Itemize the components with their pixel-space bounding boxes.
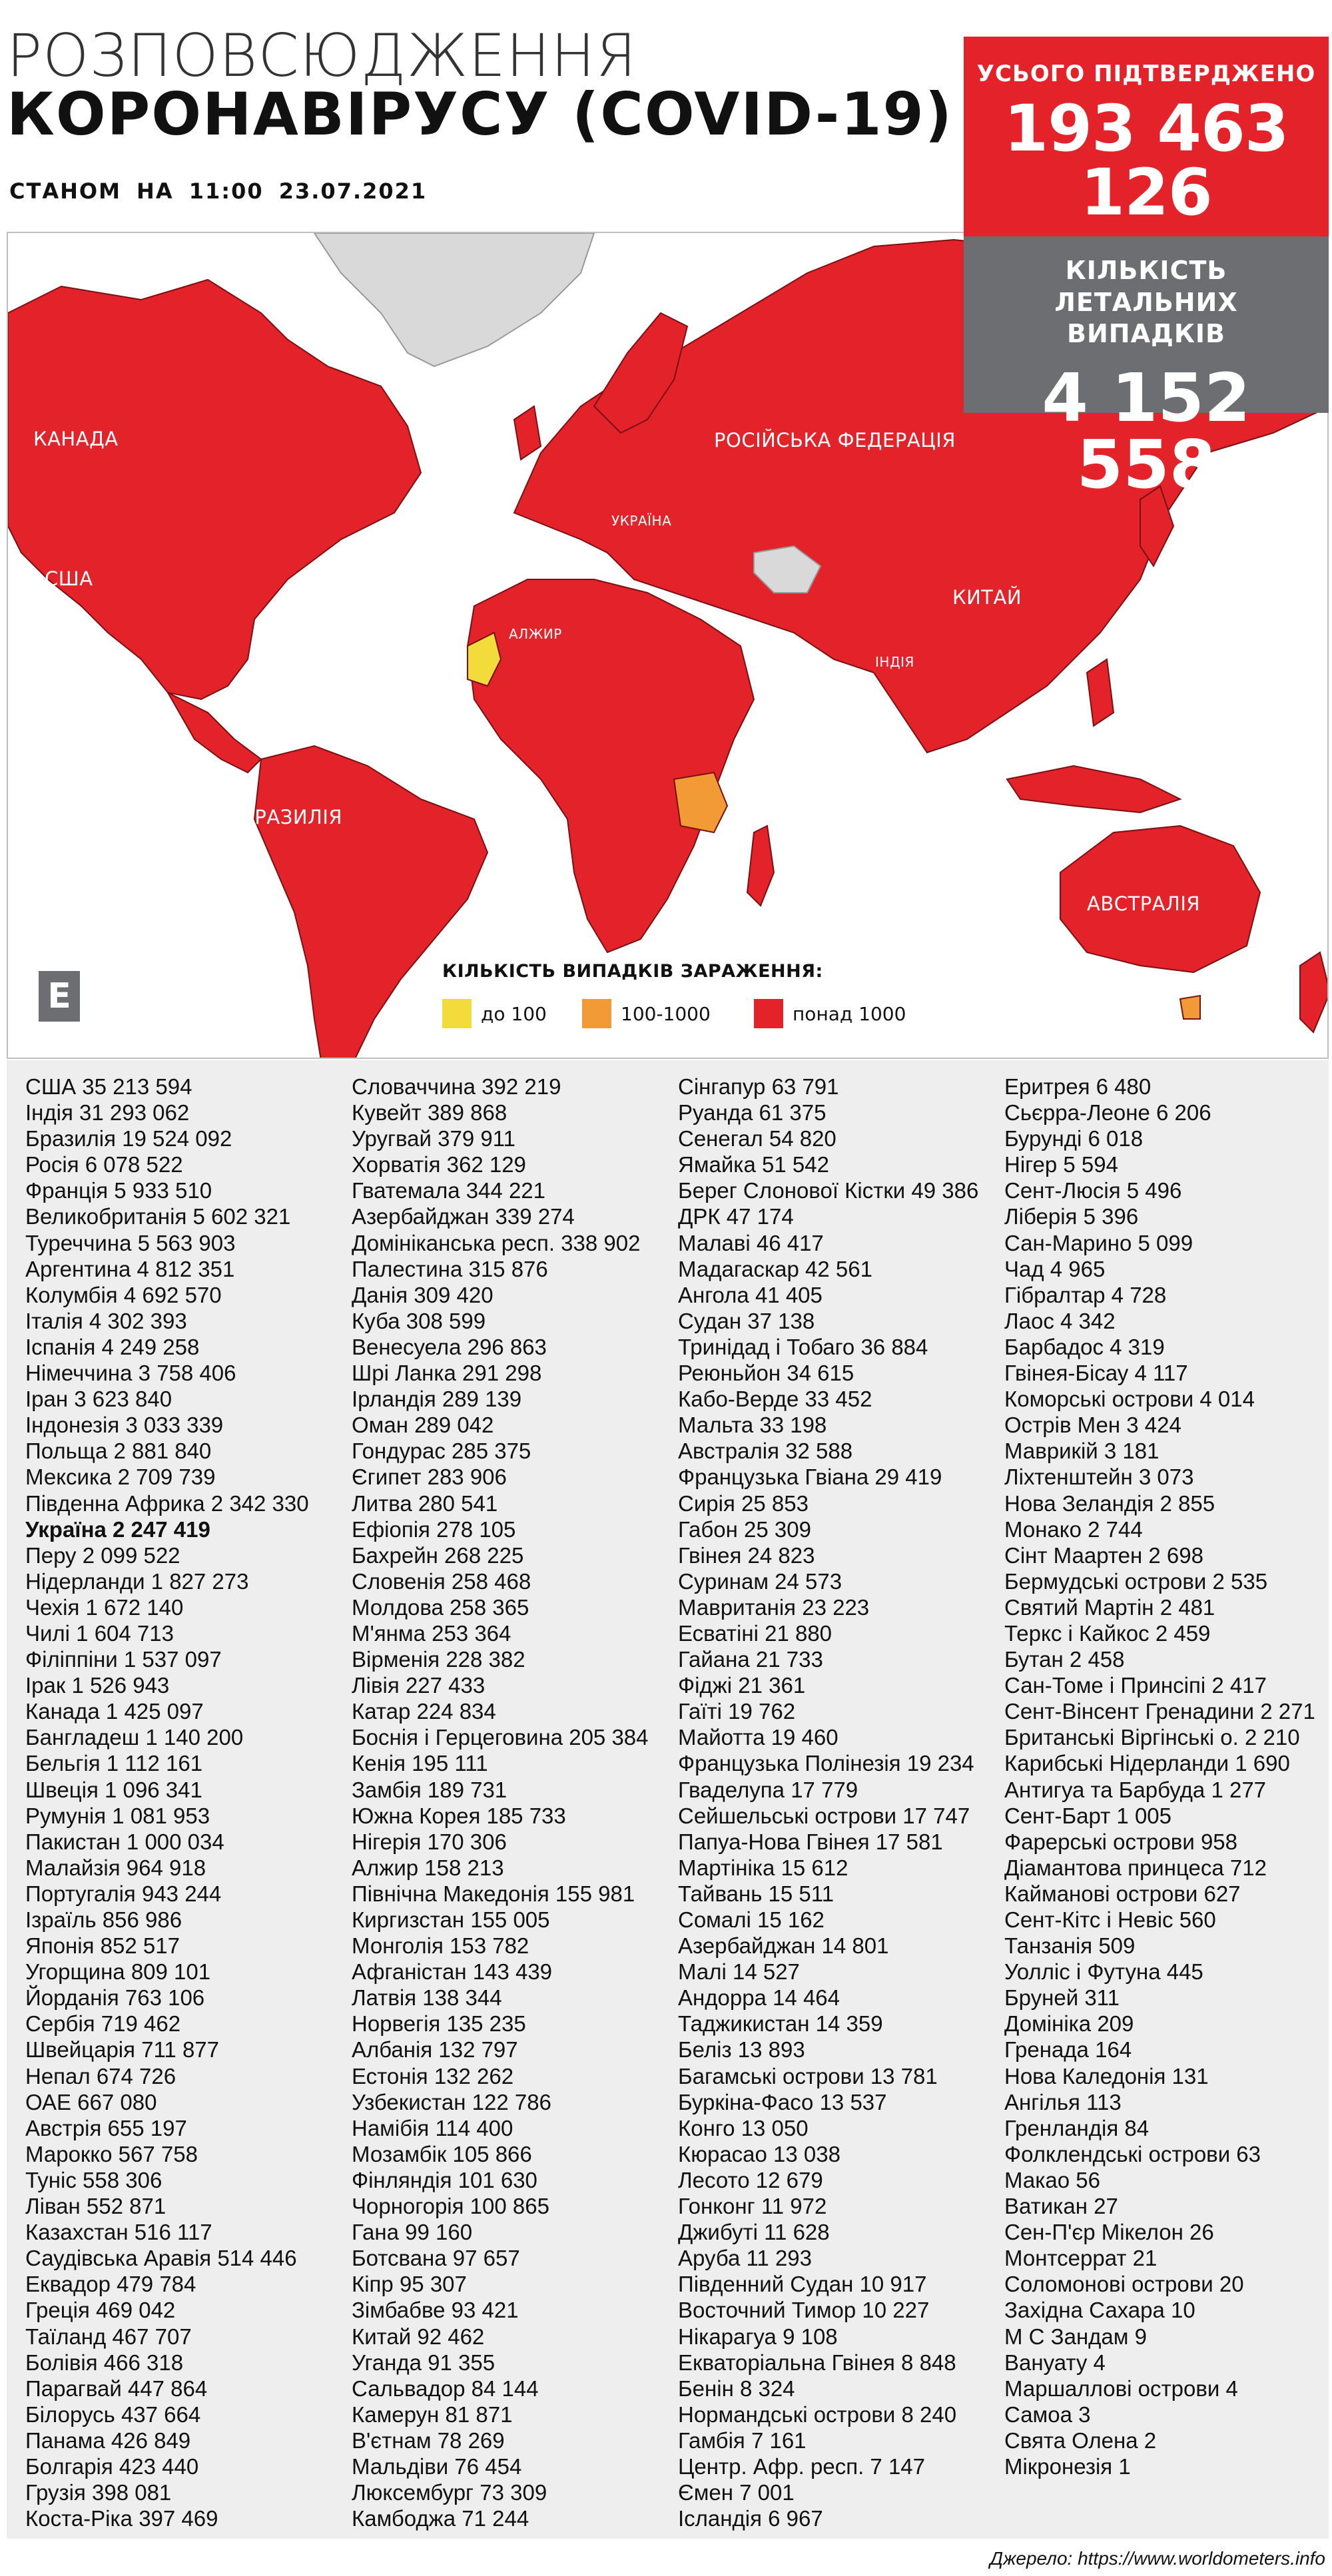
country-row: Норвегія 135 235 <box>352 2011 526 2037</box>
country-row: Люксембург 73 309 <box>352 2480 547 2505</box>
country-row: Угорщина 809 101 <box>25 1959 211 1985</box>
country-row: Сент-Люсія 5 496 <box>1004 1178 1182 1203</box>
country-row: Малаві 46 417 <box>678 1230 824 1255</box>
country-row: Румунія 1 081 953 <box>25 1803 210 1828</box>
country-row: Кюрасао 13 038 <box>678 2141 840 2166</box>
greenland-shape <box>314 233 594 366</box>
country-row: Еритрея 6 480 <box>1004 1074 1152 1099</box>
country-row: Малайзія 964 918 <box>25 1855 206 1880</box>
country-row: Індія 31 293 062 <box>25 1100 190 1126</box>
country-row: Гаїті 19 762 <box>678 1699 796 1724</box>
country-row: Вануату 4 <box>1004 2350 1106 2375</box>
country-row: Сінт Маартен 2 698 <box>1004 1542 1203 1568</box>
label-india: ІНДІЯ <box>875 654 914 670</box>
country-row: Іспанія 4 249 258 <box>25 1334 200 1359</box>
country-row: Швеція 1 096 341 <box>25 1777 202 1802</box>
country-row: Венесуела 296 863 <box>352 1334 547 1359</box>
country-row: Конго 13 050 <box>678 2115 809 2140</box>
label-canada: КАНАДА <box>33 428 119 450</box>
country-row: Оман 289 042 <box>352 1413 494 1438</box>
country-row: Азербайджан 14 801 <box>678 1933 889 1959</box>
country-row: Чилі 1 604 713 <box>25 1620 174 1646</box>
country-row: Боснія і Герцеговина 205 384 <box>352 1725 649 1750</box>
country-column-2 <box>352 1074 649 2531</box>
country-row: Литва 280 541 <box>352 1490 498 1516</box>
confirmed-value: 193 463 126 <box>1004 91 1289 230</box>
country-row: Замбія 189 731 <box>352 1777 507 1802</box>
country-row: Еквадор 479 784 <box>25 2272 196 2297</box>
country-row: Коста-Ріка 397 469 <box>25 2506 218 2531</box>
country-list-area <box>7 1060 1329 2539</box>
country-row: Австралія 32 588 <box>678 1439 853 1464</box>
country-row: Білорусь 437 664 <box>25 2402 201 2427</box>
country-row: Камбоджа 71 244 <box>352 2506 529 2531</box>
country-row: Сан-Марино 5 099 <box>1004 1230 1193 1255</box>
label-australia: АВСТРАЛІЯ <box>1087 892 1201 915</box>
country-row: Фінляндія 101 630 <box>352 2167 537 2192</box>
country-row: Гваделупа 17 779 <box>678 1777 858 1802</box>
country-row: Японія 852 517 <box>25 1933 180 1959</box>
confirmed-cases-box <box>964 37 1329 236</box>
country-row: Суринам 24 573 <box>678 1568 842 1594</box>
country-row: Таджикистан 14 359 <box>678 2011 883 2037</box>
country-row: Тайвань 15 511 <box>678 1881 834 1906</box>
country-row: Фарерські острови 958 <box>1004 1829 1237 1854</box>
country-row: Французька Полінезія 19 234 <box>678 1751 974 1776</box>
country-row: Єгипет 283 906 <box>352 1464 507 1490</box>
country-row: Макао 56 <box>1004 2167 1100 2192</box>
country-row: Руанда 61 375 <box>678 1100 827 1126</box>
country-row: Україна 2 247 419 <box>25 1516 210 1542</box>
country-row: Словенія 258 468 <box>352 1568 531 1594</box>
country-row: Ємен 7 001 <box>678 2480 795 2505</box>
legend-label: до 100 <box>481 1002 547 1025</box>
country-row: Танзанія 509 <box>1004 1933 1136 1959</box>
tanzania-shape <box>674 773 727 832</box>
label-usa: США <box>45 567 93 590</box>
country-row: Північна Македонія 155 981 <box>352 1881 635 1906</box>
country-row: Австрія 655 197 <box>25 2115 187 2140</box>
new-zealand-shape <box>1300 952 1329 1032</box>
deaths-value: 4 152 558 <box>1042 358 1251 503</box>
country-row: Гамбія 7 161 <box>678 2427 807 2453</box>
country-row: Нова Зеландія 2 855 <box>1004 1490 1215 1516</box>
country-row: Габон 25 309 <box>678 1516 811 1542</box>
confirmed-label-top: УСЬОГО ПІДТВЕРДЖЕНО <box>976 61 1316 87</box>
country-row: Ізраїль 856 986 <box>25 1907 182 1932</box>
legend-item-100-1000 <box>582 999 711 1028</box>
country-row: Пакистан 1 000 034 <box>25 1829 224 1854</box>
country-row: Монако 2 744 <box>1004 1516 1143 1542</box>
legend-swatch-red <box>754 999 783 1028</box>
country-row: Грузія 398 081 <box>25 2480 172 2505</box>
country-row: Кенія 195 111 <box>352 1751 488 1776</box>
country-row: Самоа 3 <box>1004 2402 1091 2427</box>
legend-item-over-1000 <box>754 999 906 1028</box>
country-row: Кувейт 389 868 <box>352 1100 507 1126</box>
label-france: ФРАНЦІЯ <box>493 533 557 549</box>
country-row: Латвія 138 344 <box>352 1985 502 2011</box>
country-row: Барбадос 4 319 <box>1004 1334 1165 1359</box>
country-row: Уолліс і Футуна 445 <box>1004 1959 1203 1985</box>
country-row: Швейцарія 711 877 <box>25 2037 220 2063</box>
country-row: Мальта 33 198 <box>678 1413 827 1438</box>
country-row: Французька Гвіана 29 419 <box>678 1464 942 1490</box>
country-row: Афганістан 143 439 <box>352 1959 553 1985</box>
philippines-shape <box>1087 659 1114 726</box>
country-row: Кабо-Верде 33 452 <box>678 1387 872 1412</box>
uk-shape <box>514 406 541 460</box>
country-row: Монтсеррат 21 <box>1004 2246 1158 2271</box>
country-row: Бутан 2 458 <box>1004 1647 1125 1672</box>
country-row: Зімбабве 93 421 <box>352 2298 519 2323</box>
country-row: Куба 308 599 <box>352 1308 486 1333</box>
country-row: М'янма 253 364 <box>352 1620 511 1646</box>
country-row: Канада 1 425 097 <box>25 1699 204 1724</box>
country-row: Сан-Томе і Принсіпі 2 417 <box>1004 1673 1267 1698</box>
country-row: Тринідад і Тобаго 36 884 <box>678 1334 928 1359</box>
country-row: Ліхтенштейн 3 073 <box>1004 1464 1194 1490</box>
country-row: Кайманові острови 627 <box>1004 1881 1241 1906</box>
country-row: Домініканська респ. 338 902 <box>352 1230 641 1255</box>
country-row: Джибуті 11 628 <box>678 2220 830 2245</box>
country-row: Фіджі 21 361 <box>678 1673 806 1698</box>
country-row: Китай 92 462 <box>352 2324 485 2349</box>
country-row: Центр. Афр. респ. 7 147 <box>678 2453 926 2479</box>
country-row: Ефіопія 278 105 <box>352 1516 516 1542</box>
country-column-4 <box>1004 1074 1315 2479</box>
country-row: Уганда 91 355 <box>352 2350 496 2375</box>
country-row: Майотта 19 460 <box>678 1725 838 1750</box>
country-row: Ямайка 51 542 <box>678 1152 829 1177</box>
country-row: Ватикан 27 <box>1004 2194 1118 2219</box>
country-row: Нігерія 170 306 <box>352 1829 507 1854</box>
country-row: Карибські Нідерланди 1 690 <box>1004 1751 1290 1776</box>
country-row: Нова Каледонія 131 <box>1004 2063 1209 2089</box>
country-row: Папуа-Нова Гвінея 17 581 <box>678 1829 943 1854</box>
country-row: Сирія 25 853 <box>678 1490 809 1516</box>
country-row: Туніс 558 306 <box>25 2167 163 2192</box>
country-row: Буркіна-Фасо 13 537 <box>678 2089 887 2114</box>
tasmania-shape <box>1180 996 1200 1019</box>
publisher-logo: Е <box>39 971 80 1022</box>
country-row: Алжир 158 213 <box>352 1855 504 1880</box>
country-row: Португалія 943 244 <box>25 1881 222 1906</box>
country-row: Західна Сахара 10 <box>1004 2298 1195 2323</box>
country-row: Таїланд 467 707 <box>25 2324 192 2349</box>
country-row: Гренландія 84 <box>1004 2115 1150 2140</box>
label-china: КИТАЙ <box>952 586 1022 609</box>
country-column-3 <box>678 1074 978 2531</box>
country-row: Сінгапур 63 791 <box>678 1074 839 1099</box>
country-row: Домініка 209 <box>1004 2011 1134 2037</box>
country-row: Беліз 13 893 <box>678 2037 805 2063</box>
country-row: Сент-Вінсент Гренадини 2 271 <box>1004 1699 1315 1724</box>
country-row: Бенін 8 324 <box>678 2376 795 2401</box>
country-row: Ірак 1 526 943 <box>25 1673 170 1698</box>
country-row: Ангола 41 405 <box>678 1282 823 1307</box>
country-row: В'єтнам 78 269 <box>352 2427 505 2453</box>
country-row: Гвінея 24 823 <box>678 1542 815 1568</box>
country-row: Кіпр 95 307 <box>352 2272 467 2297</box>
country-row: ДРК 47 174 <box>678 1204 794 1229</box>
country-row: Уругвай 379 911 <box>352 1126 515 1151</box>
country-row: Мексика 2 709 739 <box>25 1464 216 1490</box>
country-row: Болівія 466 318 <box>25 2350 184 2375</box>
country-row: М С Зандам 9 <box>1004 2324 1147 2349</box>
country-row: Бурунді 6 018 <box>1004 1126 1144 1151</box>
legend-label: понад 1000 <box>793 1002 906 1025</box>
country-row: Гонконг 11 972 <box>678 2194 827 2219</box>
country-row: Соломонові острови 20 <box>1004 2272 1244 2297</box>
country-row: Італія 4 302 393 <box>25 1308 187 1333</box>
country-row: Маврикій 3 181 <box>1004 1439 1160 1464</box>
country-row: Острів Мен 3 424 <box>1004 1413 1181 1438</box>
country-row: Діамантова принцеса 712 <box>1004 1855 1267 1880</box>
country-row: Сент-Кітс і Невіс 560 <box>1004 1907 1216 1932</box>
country-row: Німеччина 3 758 406 <box>25 1361 236 1386</box>
indonesia-shape <box>1007 766 1180 812</box>
country-row: Восточний Тимор 10 227 <box>678 2298 930 2323</box>
country-row: Катар 224 834 <box>352 1699 496 1724</box>
country-row: Реюньйон 34 615 <box>678 1361 854 1386</box>
madagascar-shape <box>747 826 774 906</box>
country-row: Узбекистан 122 786 <box>352 2089 551 2114</box>
deaths-label: КІЛЬКІСТЬ ЛЕТАЛЬНИХ ВИПАДКІВ <box>1054 256 1238 348</box>
country-row: Колумбія 4 692 570 <box>25 1282 222 1307</box>
country-row: Шрі Ланка 291 298 <box>352 1361 542 1386</box>
country-row: Маршаллові острови 4 <box>1004 2376 1238 2401</box>
country-row: Великобританія 5 602 321 <box>25 1204 291 1229</box>
country-row: Мозамбік 105 866 <box>352 2141 532 2166</box>
country-row: Монголія 153 782 <box>352 1933 529 1959</box>
country-row: Мікронезія 1 <box>1004 2453 1131 2479</box>
country-row: Парагвай 447 864 <box>25 2376 208 2401</box>
country-row: Албанія 132 797 <box>352 2037 518 2063</box>
country-row: Бельгія 1 112 161 <box>25 1751 203 1776</box>
country-row: Південний Судан 10 917 <box>678 2272 927 2297</box>
country-row: Сент-Барт 1 005 <box>1004 1803 1172 1828</box>
country-row: Гайана 21 733 <box>678 1647 823 1672</box>
country-row: Данія 309 420 <box>352 1282 494 1307</box>
country-row: Берег Слонової Кістки 49 386 <box>678 1178 979 1203</box>
country-row: Свята Олена 2 <box>1004 2427 1157 2453</box>
country-row: Намібія 114 400 <box>352 2115 513 2140</box>
country-row: Святий Мартін 2 481 <box>1004 1594 1215 1620</box>
country-row: Коморські острови 4 014 <box>1004 1387 1255 1412</box>
country-row: Непал 674 726 <box>25 2063 176 2089</box>
label-ukraine: УКРАЇНА <box>611 513 672 529</box>
country-row: Ліван 552 871 <box>25 2194 166 2219</box>
country-row: Туреччина 5 563 903 <box>25 1230 236 1255</box>
country-row: Бангладеш 1 140 200 <box>25 1725 244 1750</box>
deaths-box <box>964 236 1329 503</box>
country-row: Азербайджан 339 274 <box>352 1204 575 1229</box>
country-row: Гібралтар 4 728 <box>1004 1282 1167 1307</box>
country-row: Бахрейн 268 225 <box>352 1542 524 1568</box>
country-row: Мавританія 23 223 <box>678 1594 870 1620</box>
country-row: Філіппіни 1 537 097 <box>25 1647 222 1672</box>
country-row: Греція 469 042 <box>25 2298 176 2323</box>
country-row: США 35 213 594 <box>25 1074 192 1099</box>
country-row: Панама 426 849 <box>25 2427 191 2453</box>
country-row: Лаос 4 342 <box>1004 1308 1116 1333</box>
country-row: Індонезія 3 033 339 <box>25 1413 224 1438</box>
country-row: Малі 14 527 <box>678 1959 800 1985</box>
country-row: Южна Корея 185 733 <box>352 1803 566 1828</box>
country-row: Ангілья 113 <box>1004 2089 1122 2114</box>
country-row: Судан 37 138 <box>678 1308 815 1333</box>
country-row: Ботсвана 97 657 <box>352 2246 520 2271</box>
country-row: Сен-П'єр Мікелон 26 <box>1004 2220 1214 2245</box>
country-row: Бразилія 19 524 092 <box>25 1126 232 1151</box>
country-row: Теркс і Кайкос 2 459 <box>1004 1620 1211 1646</box>
label-brazil: БРАЗИЛІЯ <box>241 806 343 828</box>
country-row: Гвінея-Бісау 4 117 <box>1004 1361 1188 1386</box>
country-row: Антигуа та Барбуда 1 277 <box>1004 1777 1267 1802</box>
country-row: Франція 5 933 510 <box>25 1178 212 1203</box>
country-row: Нігер 5 594 <box>1004 1152 1118 1177</box>
country-row: Мартініка 15 612 <box>678 1855 848 1880</box>
country-row: Гватемала 344 221 <box>352 1178 546 1203</box>
country-row: Йорданія 763 106 <box>25 1985 205 2011</box>
country-row: Сенегал 54 820 <box>678 1126 836 1151</box>
central-america-shape <box>168 693 261 773</box>
country-row: Багамські острови 13 781 <box>678 2063 938 2089</box>
country-row: Сейшельські острови 17 747 <box>678 1803 970 1828</box>
country-row: Гана 99 160 <box>352 2220 473 2245</box>
country-row: Ісландія 6 967 <box>678 2506 823 2531</box>
country-row: Чорногорія 100 865 <box>352 2194 549 2219</box>
country-row: Нідерланди 1 827 273 <box>25 1568 249 1594</box>
source-credit: Джерело: https://www.worldometers.info <box>990 2548 1325 2569</box>
country-row: Андорра 14 464 <box>678 1985 840 2011</box>
country-row: Киргизстан 155 005 <box>352 1907 550 1932</box>
country-row: Польща 2 881 840 <box>25 1439 212 1464</box>
date-stamp: СТАНОМ НА 11:00 23.07.2021 <box>9 178 428 204</box>
country-row: Саудівська Аравія 514 446 <box>25 2246 297 2271</box>
country-row: Вірменія 228 382 <box>352 1647 525 1672</box>
country-row: Лівія 227 433 <box>352 1673 486 1698</box>
country-row: Камерун 81 871 <box>352 2402 513 2427</box>
country-row: Лесото 12 679 <box>678 2167 823 2192</box>
country-row: Есватіні 21 880 <box>678 1620 832 1646</box>
country-row: ОАЕ 667 080 <box>25 2089 157 2114</box>
legend-swatch-yellow <box>442 999 472 1028</box>
country-row: Болгарія 423 440 <box>25 2453 199 2479</box>
country-row: Мальдіви 76 454 <box>352 2453 522 2479</box>
legend-swatch-orange <box>582 999 611 1028</box>
country-row: Ліберія 5 396 <box>1004 1204 1139 1229</box>
country-row: Чад 4 965 <box>1004 1256 1106 1281</box>
legend-title: КІЛЬКІСТЬ ВИПАДКІВ ЗАРАЖЕННЯ: <box>442 961 823 982</box>
country-row: Палестина 315 876 <box>352 1256 548 1281</box>
label-russia: РОСІЙСЬКА ФЕДЕРАЦІЯ <box>714 429 956 452</box>
country-row: Аруба 11 293 <box>678 2246 813 2271</box>
country-row: Молдова 258 365 <box>352 1594 529 1620</box>
legend-label: 100-1000 <box>621 1002 711 1025</box>
country-row: Сьєрра-Леоне 6 206 <box>1004 1100 1211 1126</box>
country-row: Гондурас 285 375 <box>352 1439 531 1464</box>
country-row: Південна Африка 2 342 330 <box>25 1490 309 1516</box>
country-row: Гренада 164 <box>1004 2037 1132 2063</box>
country-row: Аргентина 4 812 351 <box>25 1256 235 1281</box>
country-row: Словаччина 392 219 <box>352 1074 561 1099</box>
country-row: Естонія 132 262 <box>352 2063 514 2089</box>
title-line1: РОЗПОВСЮДЖЕННЯ <box>7 21 637 90</box>
country-row: Чехія 1 672 140 <box>25 1594 184 1620</box>
label-algeria: АЛЖИР <box>509 626 562 642</box>
country-row: Сомалі 15 162 <box>678 1907 825 1932</box>
country-row: Росія 6 078 522 <box>25 1152 183 1177</box>
country-column-1 <box>25 1074 309 2531</box>
country-row: Бруней 311 <box>1004 1985 1120 2011</box>
country-row: Казахстан 516 117 <box>25 2220 212 2245</box>
country-row: Сербія 719 462 <box>25 2011 181 2037</box>
country-row: Нікарагуа 9 108 <box>678 2324 838 2349</box>
country-row: Екваторіальна Гвінея 8 848 <box>678 2350 956 2375</box>
country-row: Мадагаскар 42 561 <box>678 1256 872 1281</box>
title-line2: КОРОНАВІРУСУ (COVID-19) <box>7 80 953 149</box>
country-row: Іран 3 623 840 <box>25 1387 172 1412</box>
country-row: Сальвадор 84 144 <box>352 2376 539 2401</box>
legend-item-under-100 <box>442 999 547 1028</box>
country-row: Перу 2 099 522 <box>25 1542 180 1568</box>
north-america-shape <box>8 280 421 699</box>
country-row: Британські Віргінські о. 2 210 <box>1004 1725 1300 1750</box>
country-row: Нормандські острови 8 240 <box>678 2402 957 2427</box>
country-row: Фолклендські острови 63 <box>1004 2141 1261 2166</box>
country-row: Бермудські острови 2 535 <box>1004 1568 1268 1594</box>
country-row: Ірландія 289 139 <box>352 1387 522 1412</box>
country-row: Хорватія 362 129 <box>352 1152 526 1177</box>
country-row: Марокко 567 758 <box>25 2141 198 2166</box>
